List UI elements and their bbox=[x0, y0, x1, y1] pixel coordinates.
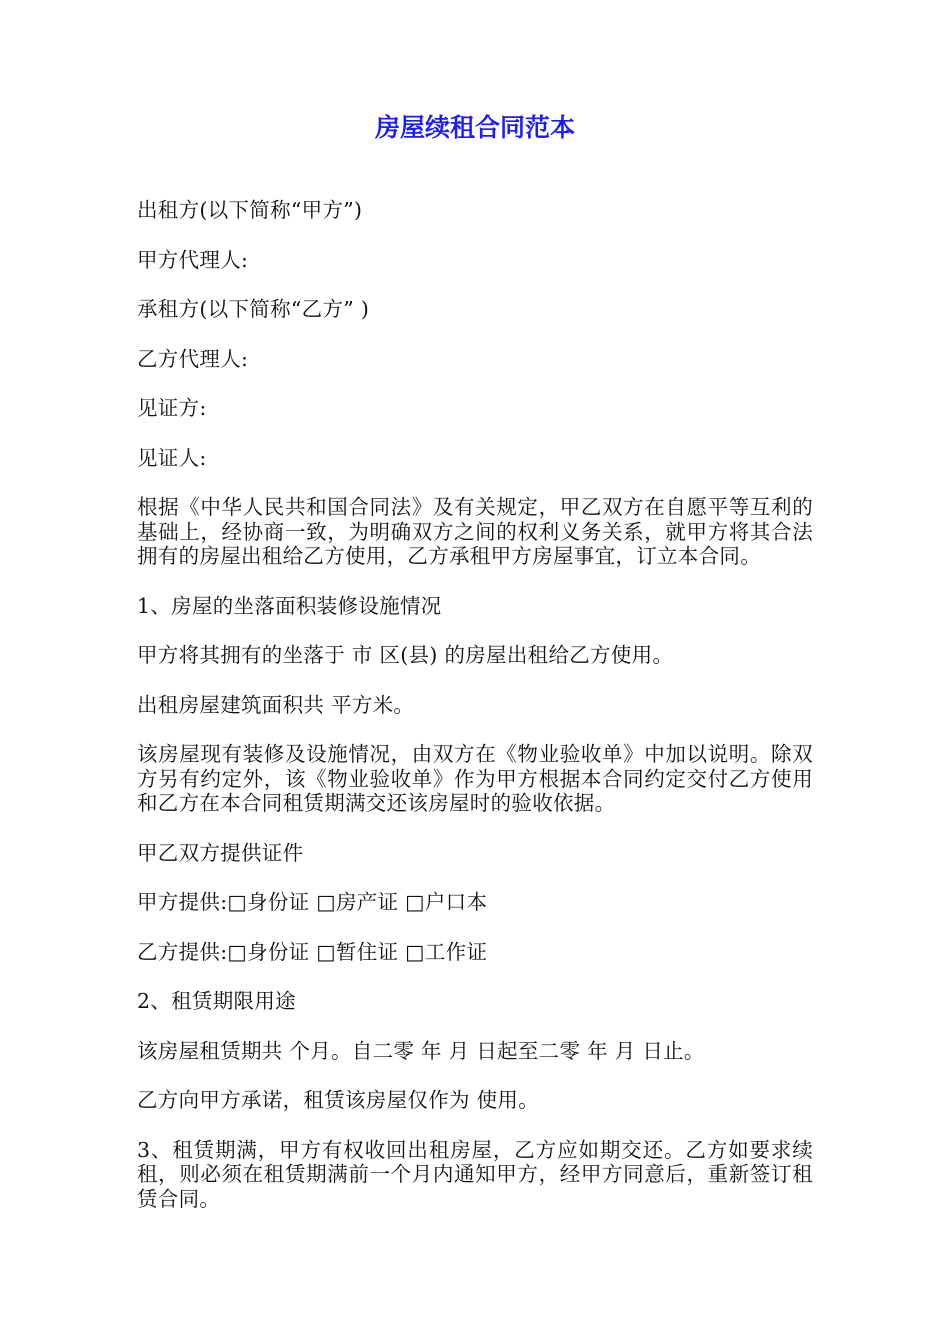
paragraph-facilities: 该房屋现有装修及设施情况，由双方在《物业验收单》中加以说明。除双方另有约定外，该《物业验收单》作为甲方根据本合同约定交付乙方使用和乙方在本合同租赁期满交还该房屋时的验收依据。 bbox=[137, 742, 813, 815]
paragraph-witness-party: 见证方: bbox=[137, 396, 207, 420]
paragraph-usage: 乙方向甲方承诺，租赁该房屋仅作为 使用。 bbox=[137, 1088, 540, 1112]
paragraph-party-b-documents: 乙方提供:□身份证 □暂住证 □工作证 bbox=[137, 939, 488, 964]
paragraph-term: 该房屋租赁期共 个月。自二零 年 月 日起至二零 年 月 日止。 bbox=[137, 1038, 705, 1063]
paragraph-lessor: 出租方(以下简称“甲方”) bbox=[137, 198, 363, 222]
paragraph-area: 出租房屋建筑面积共 平方米。 bbox=[137, 692, 415, 717]
paragraph-lessee-agent: 乙方代理人: bbox=[137, 346, 249, 371]
paragraph-lessee: 承租方(以下简称“乙方” ) bbox=[137, 297, 370, 321]
paragraph-lessor-agent: 甲方代理人: bbox=[137, 247, 249, 272]
section-heading-2: 2、租赁期限用途 bbox=[137, 989, 296, 1013]
document-title: 房屋续租合同范本 bbox=[374, 113, 575, 142]
paragraph-preamble: 根据《中华人民共和国合同法》及有关规定，甲乙双方在自愿平等互利的基础上，经协商一致，为明确双方之间的权利义务关系，就甲方将其合法拥有的房屋出租给乙方使用，乙方承租甲方房屋事宜，订立本合同。 bbox=[137, 495, 813, 568]
paragraph-party-a-documents: 甲方提供:□身份证 □房产证 □户口本 bbox=[137, 890, 488, 914]
document-body bbox=[137, 198, 813, 1236]
section-heading-1: 1、房屋的坐落面积装修设施情况 bbox=[137, 593, 442, 618]
paragraph-witness-person: 见证人: bbox=[137, 445, 207, 470]
paragraph-location: 甲方将其拥有的坐落于 市 区(县) 的房屋出租给乙方使用。 bbox=[137, 643, 674, 667]
paragraph-renewal: 3、租赁期满，甲方有权收回出租房屋，乙方应如期交还。乙方如要求续租，则必须在租赁期满前一个月内通知甲方，经甲方同意后，重新签订租赁合同。 bbox=[137, 1137, 813, 1211]
paragraph-documents-heading: 甲乙双方提供证件 bbox=[137, 840, 304, 865]
